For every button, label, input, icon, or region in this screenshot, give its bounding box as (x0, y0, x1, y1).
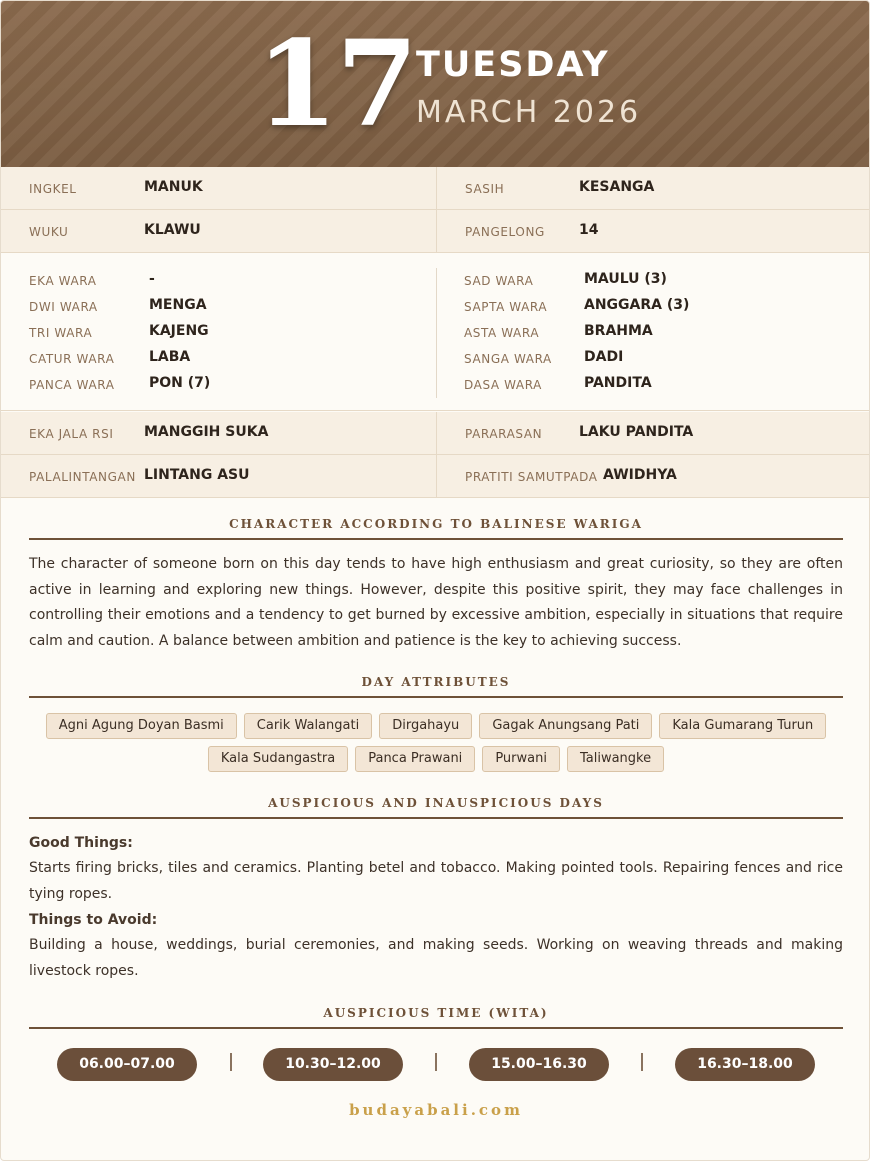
info-cell-ingkel (1, 167, 436, 210)
things-to-avoid-label: Things to Avoid: (29, 912, 158, 928)
attribute-tag: Agni Agung Doyan Basmi (46, 713, 237, 739)
wara-item-left (1, 294, 431, 320)
section-divider (29, 696, 843, 698)
attribute-tags (29, 713, 843, 772)
month-year: MARCH 2026 (416, 95, 642, 130)
time-separator (435, 1053, 437, 1071)
section-divider (29, 1027, 843, 1029)
info-row-palalintangan-pratiti (1, 455, 870, 498)
wara-label: DWI WARA (29, 300, 98, 314)
info-cell-pangelong (436, 210, 870, 253)
wara-value: - (149, 271, 155, 287)
days-title: AUSPICIOUS AND INAUSPICIOUS DAYS (268, 796, 604, 810)
info-row-ingkel-sasih (1, 167, 870, 210)
attributes-title: DAY ATTRIBUTES (361, 675, 511, 689)
section-divider (29, 538, 843, 540)
ingkel-label: INGKEL (29, 182, 77, 196)
pratiti-samutpada-label: PRATITI SAMUTPADA (465, 470, 598, 484)
wara-item-right (436, 346, 866, 372)
time-slot: 06.00–07.00 (57, 1048, 197, 1081)
site-footer: budayabali.com (349, 1101, 523, 1119)
wara-value: KAJENG (149, 323, 209, 339)
attribute-tag: Gagak Anungsang Pati (479, 713, 652, 739)
wara-label: CATUR WARA (29, 352, 115, 366)
pangelong-value: 14 (579, 222, 599, 238)
wara-value: PANDITA (584, 375, 652, 391)
attribute-tag: Kala Sudangastra (208, 746, 348, 772)
wara-item-right (436, 268, 866, 294)
wara-value: PON (7) (149, 375, 211, 391)
wara-value: DADI (584, 349, 624, 365)
info-cell-wuku (1, 210, 436, 253)
wara-item-left (1, 268, 431, 294)
ingkel-value: MANUK (144, 179, 203, 195)
info-cell-eka-jala-rsi (1, 412, 436, 455)
wuku-value: KLAWU (144, 222, 201, 238)
palalintangan-value: LINTANG ASU (144, 467, 250, 483)
day-number: 17 (256, 14, 417, 153)
pratiti-samutpada-value: AWIDHYA (603, 467, 677, 483)
times-title: AUSPICIOUS TIME (WITA) (323, 1006, 549, 1020)
info-cell-pratiti-samutpada (436, 455, 870, 498)
wara-label: DASA WARA (464, 378, 542, 392)
time-slot: 10.30–12.00 (263, 1048, 403, 1081)
attribute-tag: Taliwangke (567, 746, 664, 772)
attribute-tag: Purwani (482, 746, 560, 772)
wara-item-right (436, 320, 866, 346)
wara-item-left (1, 320, 431, 346)
wuku-label: WUKU (29, 225, 69, 239)
wara-item-left (1, 372, 431, 398)
info-row-ekajala-pararasan (1, 412, 870, 455)
time-slot: 16.30–18.00 (675, 1048, 815, 1081)
pararasan-label: PARARASAN (465, 427, 543, 441)
wara-label: TRI WARA (29, 326, 93, 340)
wara-item-right (436, 294, 866, 320)
info-cell-palalintangan (1, 455, 436, 498)
attribute-tag: Kala Gumarang Turun (659, 713, 826, 739)
time-separator (230, 1053, 232, 1071)
wara-label: ASTA WARA (464, 326, 540, 340)
weekday: TUESDAY (416, 45, 610, 85)
palalintangan-label: PALALINTANGAN (29, 470, 136, 484)
character-text: The character of someone born on this day tends to have high enthusiasm and great curiosity, so they are often active in learning and exploring new things. However, despite this positive spirit, they may face challenges in controlling their emotions and a tendency to get burned by excessive ambition, especially in situations that require calm and caution. A balance between ambition and patience is the key to achieving success. (29, 556, 843, 649)
wara-item-right (436, 372, 866, 398)
wara-value: ANGGARA (3) (584, 297, 690, 313)
pangelong-label: PANGELONG (465, 225, 545, 239)
wara-label: EKA WARA (29, 274, 97, 288)
wara-value: MENGA (149, 297, 207, 313)
wara-label: SAPTA WARA (464, 300, 548, 314)
character-title: CHARACTER ACCORDING TO BALINESE WARIGA (229, 517, 643, 531)
info-row-wuku-pangelong (1, 210, 870, 253)
wara-label: SAD WARA (464, 274, 534, 288)
info-cell-sasih (436, 167, 870, 210)
wara-label: SANGA WARA (464, 352, 552, 366)
attribute-tag: Carik Walangati (244, 713, 372, 739)
sasih-value: KESANGA (579, 179, 655, 195)
good-things-text: Starts firing bricks, tiles and ceramics. Planting betel and tobacco. Making pointed tools. Repairing fences and rice tying ropes. (29, 860, 843, 902)
things-to-avoid-text: Building a house, weddings, burial ceremonies, and making seeds. Working on weaving threads and making livestock ropes. (29, 937, 843, 979)
time-separator (641, 1053, 643, 1071)
wara-value: MAULU (3) (584, 271, 667, 287)
wara-item-left (1, 346, 431, 372)
info-cell-pararasan (436, 412, 870, 455)
attribute-tag: Dirgahayu (379, 713, 472, 739)
wara-grid (1, 254, 870, 411)
sasih-label: SASIH (465, 182, 505, 196)
eka-jala-rsi-value: MANGGIH SUKA (144, 424, 269, 440)
wara-label: PANCA WARA (29, 378, 115, 392)
attribute-tag: Panca Prawani (355, 746, 475, 772)
section-divider (29, 817, 843, 819)
eka-jala-rsi-label: EKA JALA RSI (29, 427, 114, 441)
date-header (1, 1, 870, 167)
wara-value: LABA (149, 349, 191, 365)
good-things-label: Good Things: (29, 835, 133, 851)
wara-value: BRAHMA (584, 323, 653, 339)
time-slot: 15.00–16.30 (469, 1048, 609, 1081)
pararasan-value: LAKU PANDITA (579, 424, 694, 440)
